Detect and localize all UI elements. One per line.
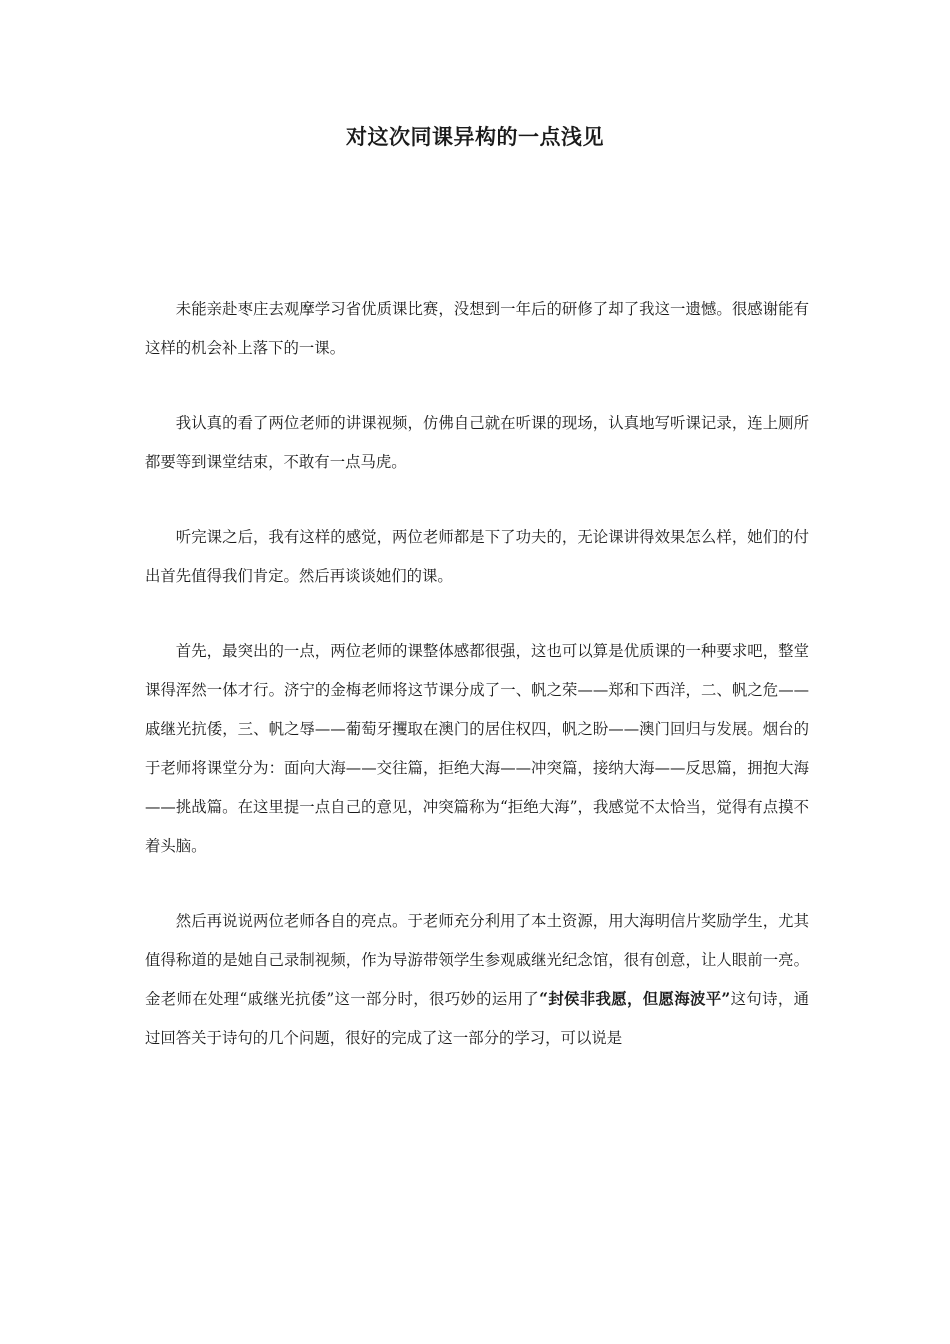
paragraph-2 [145, 404, 809, 482]
paragraph-text: 未能亲赴枣庄去观摩学习省优质课比赛，没想到一年后的研修了却了我这一遗憾。很感谢能有这样的机会补上落下的一课。 [145, 300, 809, 357]
paragraph-text: 然后再说说两位老师各自的亮点。于老师充分利用了本土资源，用大海明信片奖励学生，尤其值得称道的是她自己录制视频，作为导游带领学生参观戚继光纪念馆，很有创意，让人眼前一亮。金老师在处理“戚继光抗倭”这一部分时，很巧妙的运用了 [145, 912, 809, 1008]
paragraph-text: 首先，最突出的一点，两位老师的课整体感都很强，这也可以算是优质课的一种要求吧，整堂课得浑然一体才行。济宁的金梅老师将这节课分成了一、帆之荣——郑和下西洋，二、帆之危——戚继光抗倭，三、帆之辱——葡萄牙攫取在澳门的居住权四，帆之盼——澳门回归与发展。烟台的于老师将课堂分为：面向大海——交往篇，拒绝大海——冲突篇，接纳大海——反思篇，拥抱大海——挑战篇。在这里提一点自己的意见，冲突篇称为“拒绝大海”，我感觉不太恰当，觉得有点摸不着头脑。 [145, 642, 809, 855]
paragraph-text: 这句诗，通过回答关于诗句的几个问题，很好的完成了这一部分的学习，可以说是 [145, 990, 809, 1047]
paragraph-1 [145, 290, 809, 368]
bold-poem-quote: “封侯非我愿，但愿海波平” [539, 990, 731, 1008]
paragraph-3 [145, 518, 809, 596]
document-title: 对这次同课异构的一点浅见 [346, 124, 604, 149]
paragraph-text: 我认真的看了两位老师的讲课视频，仿佛自己就在听课的现场，认真地写听课记录，连上厕所都要等到课堂结束，不敢有一点马虎。 [145, 414, 809, 471]
paragraph-4 [145, 632, 809, 866]
paragraph-text: 听完课之后，我有这样的感觉，两位老师都是下了功夫的，无论课讲得效果怎么样，她们的付出首先值得我们肯定。然后再谈谈她们的课。 [145, 528, 809, 585]
paragraph-5 [145, 902, 809, 1058]
document-body [145, 290, 809, 1094]
